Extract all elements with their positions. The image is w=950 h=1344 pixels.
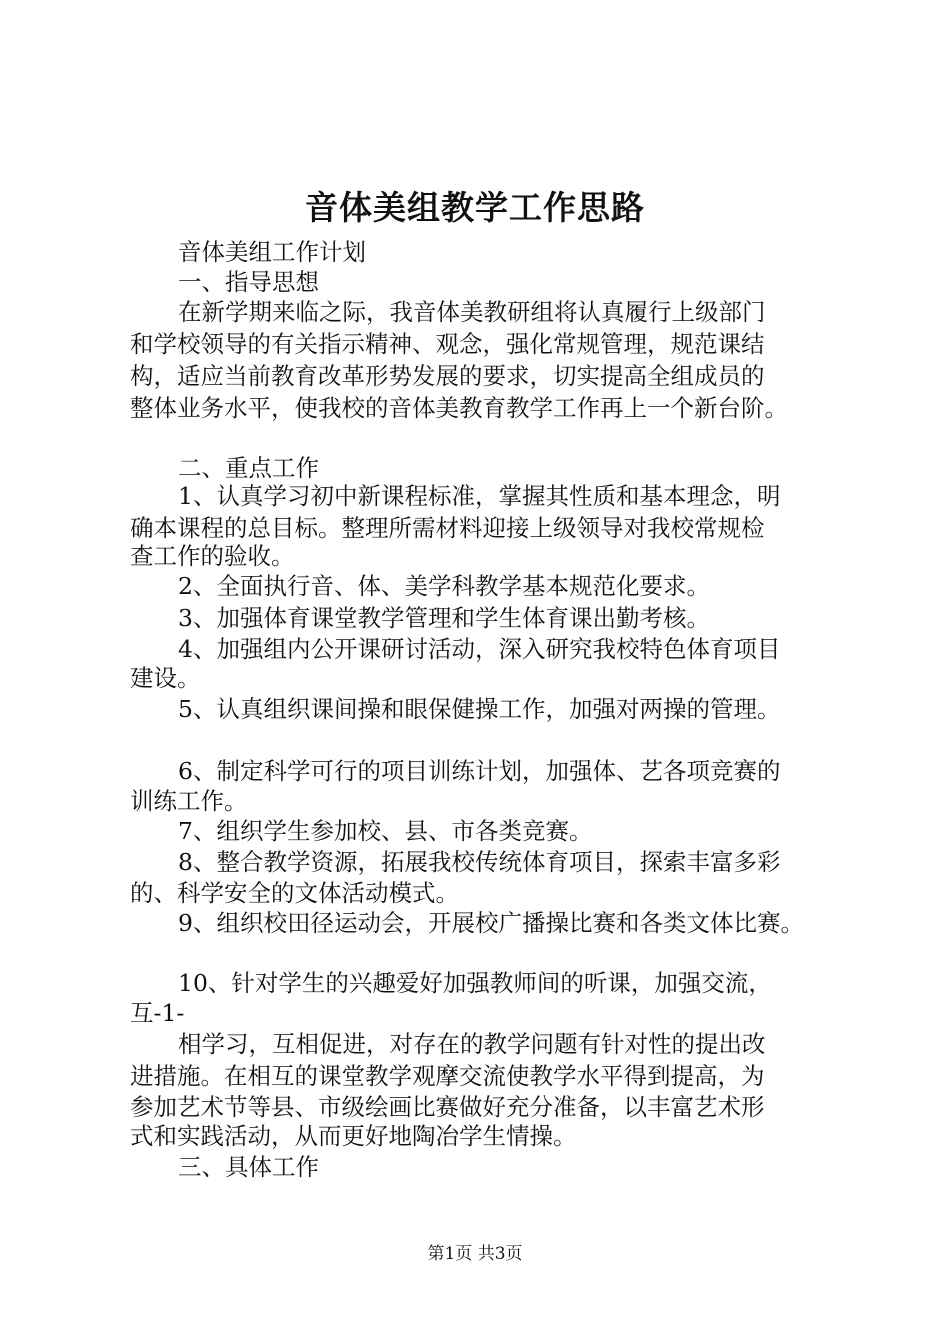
- text-line: 10、针对学生的兴趣爱好加强教师间的听课，加强交流，: [178, 969, 772, 997]
- text-line: 训练工作。: [130, 787, 248, 815]
- text-line: 相学习，互相促进，对存在的教学问题有针对性的提出改: [178, 1030, 766, 1058]
- text-line: 1、认真学习初中新课程标准，掌握其性质和基本理念，明: [178, 482, 781, 510]
- text-line: 8、整合教学资源，拓展我校传统体育项目，探索丰富多彩: [178, 848, 781, 876]
- text-line: 查工作的验收。: [130, 542, 295, 570]
- text-line: 音体美组工作计划: [178, 238, 366, 266]
- text-line: 整体业务水平，使我校的音体美教育教学工作再上一个新台阶。: [130, 394, 788, 422]
- text-line: 参加艺术节等县、市级绘画比赛做好充分准备，以丰富艺术形: [130, 1093, 765, 1121]
- text-line: 确本课程的总目标。整理所需材料迎接上级领导对我校常规检: [130, 514, 765, 542]
- text-line: 4、加强组内公开课研讨活动，深入研究我校特色体育项目: [178, 635, 781, 663]
- text-line: 三、具体工作: [178, 1153, 319, 1181]
- text-line: 二、重点工作: [178, 454, 319, 482]
- text-line: 2、全面执行音、体、美学科教学基本规范化要求。: [178, 572, 710, 600]
- text-line: 3、加强体育课堂教学管理和学生体育课出勤考核。: [178, 604, 710, 632]
- text-line: 在新学期来临之际，我音体美教研组将认真履行上级部门: [178, 298, 766, 326]
- page-number: 第1页 共3页: [427, 1244, 523, 1264]
- text-line: 7、组织学生参加校、县、市各类竞赛。: [178, 817, 593, 845]
- document-title: 音体美组教学工作思路: [305, 188, 645, 227]
- text-line: 一、指导思想: [178, 268, 319, 296]
- text-line: 6、制定科学可行的项目训练计划，加强体、艺各项竞赛的: [178, 757, 781, 785]
- text-line: 建设。: [130, 664, 201, 692]
- text-line: 和学校领导的有关指示精神、观念，强化常规管理，规范课结: [130, 330, 765, 358]
- text-line: 5、认真组织课间操和眼保健操工作，加强对两操的管理。: [178, 695, 781, 723]
- text-line: 的、科学安全的文体活动模式。: [130, 879, 459, 907]
- text-line: 式和实践活动，从而更好地陶冶学生情操。: [130, 1122, 577, 1150]
- text-line: 互-1-: [130, 999, 185, 1027]
- text-line: 9、组织校田径运动会，开展校广播操比赛和各类文体比赛。: [178, 909, 804, 937]
- text-line: 进措施。在相互的课堂教学观摩交流使教学水平得到提高，为: [130, 1062, 765, 1090]
- text-line: 构，适应当前教育改革形势发展的要求，切实提高全组成员的: [130, 362, 765, 390]
